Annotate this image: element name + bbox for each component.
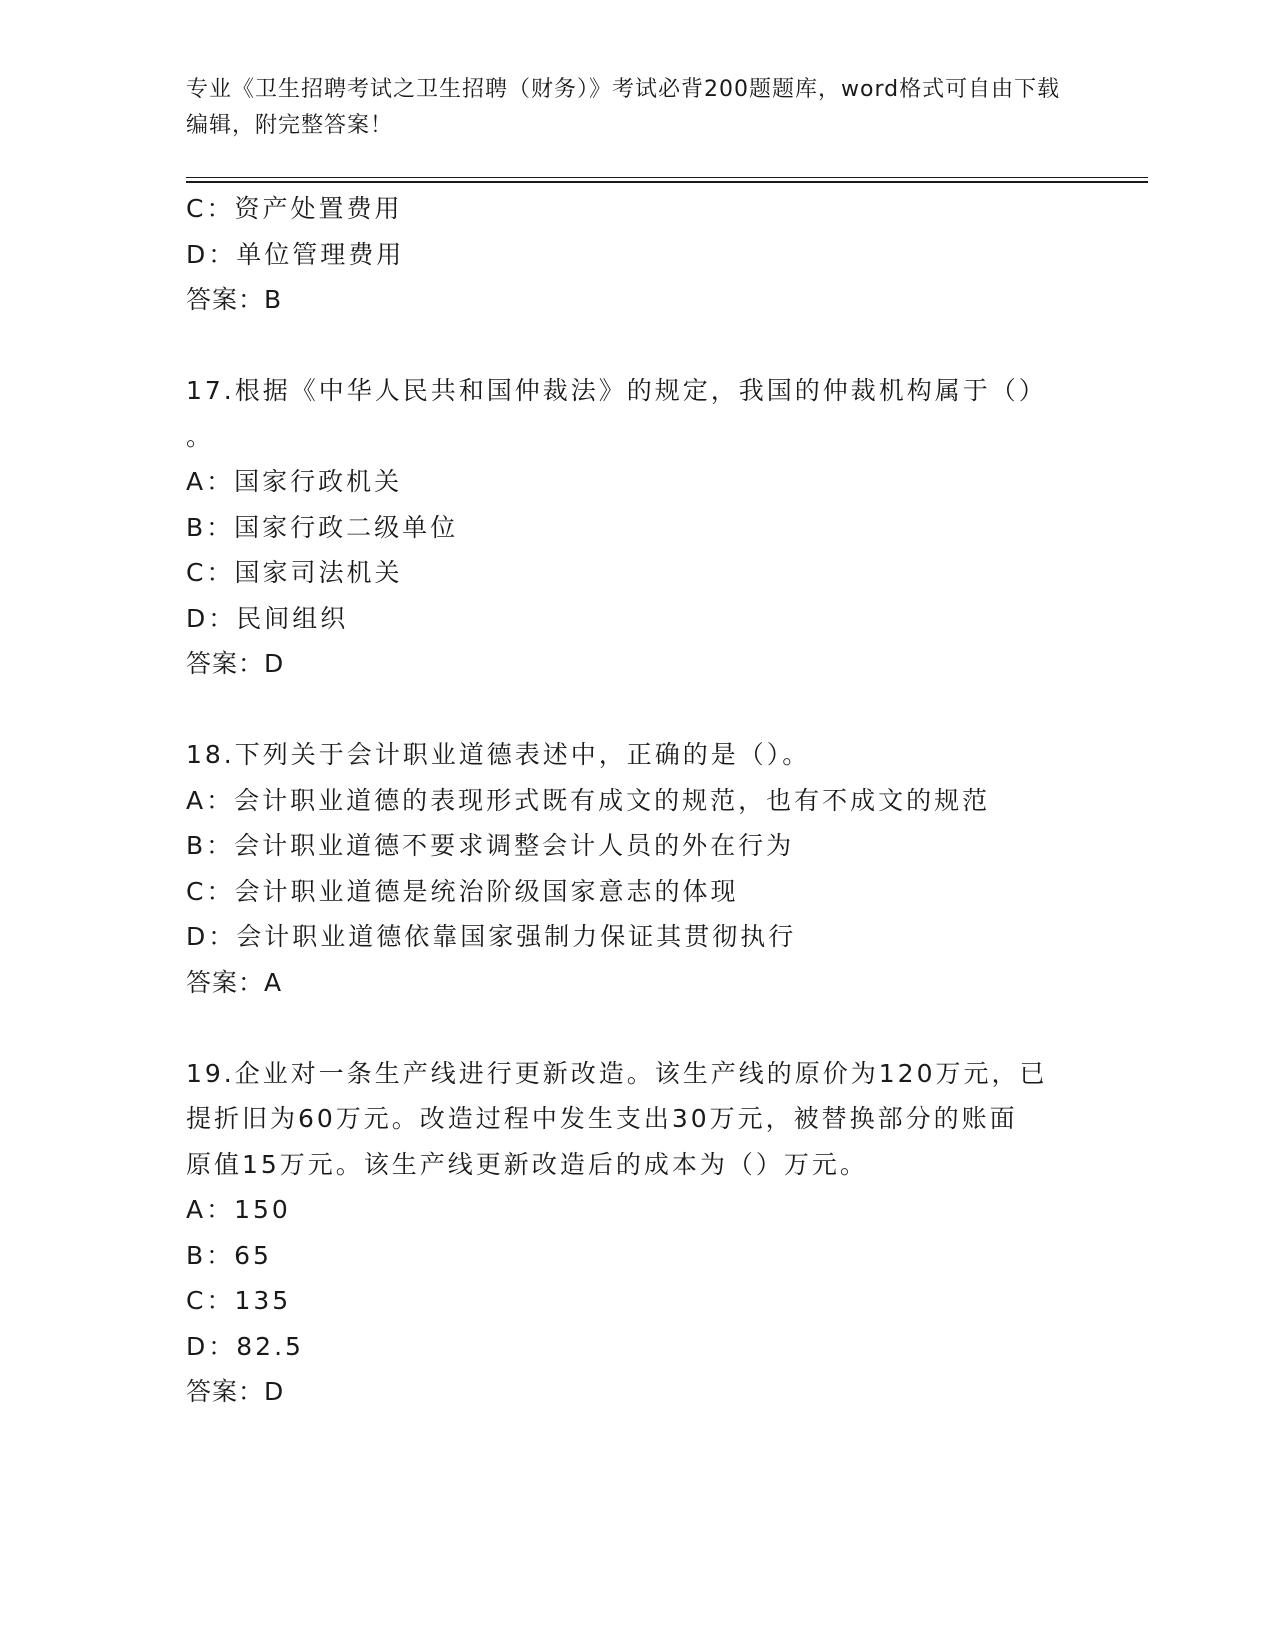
option-letter: C：	[186, 558, 235, 587]
option-letter: B：	[186, 831, 235, 860]
option-letter: C：	[186, 1286, 235, 1315]
option-d	[186, 914, 1086, 960]
option-text: 单位管理费用	[236, 239, 405, 269]
option-text: 资产处置费用	[234, 194, 403, 223]
option-b	[186, 505, 1086, 551]
question-17	[186, 368, 1086, 687]
option-c	[186, 1278, 1086, 1324]
option-letter: C：	[186, 194, 235, 223]
option-letter: A：	[186, 1195, 235, 1224]
answer-line: 答案：A	[186, 967, 283, 997]
option-letter: B：	[186, 512, 235, 542]
option-d	[186, 596, 1086, 642]
question-gap	[186, 1005, 1086, 1051]
option-text: 会计职业道德不要求调整会计人员的外在行为	[234, 831, 795, 860]
answer-line: 答案：D	[186, 1377, 285, 1406]
question-stem: 18.下列关于会计职业道德表述中，正确的是（）。	[186, 740, 811, 769]
option-a	[186, 459, 1086, 505]
question-gap	[186, 323, 1086, 369]
option-d	[186, 1324, 1086, 1370]
question-stem: 提折旧为60万元。改造过程中发生支出30万元，被替换部分的账面	[186, 1104, 1018, 1133]
question-content	[186, 186, 1086, 1415]
question-stem: 。	[186, 421, 215, 451]
option-letter: A：	[186, 785, 235, 815]
header-title: 专业《卫生招聘考试之卫生招聘（财务）》考试必背200题题库，word格式可自由下载编辑，附完整答案！	[186, 77, 1061, 138]
answer-line: 答案：D	[186, 649, 285, 678]
option-text: 150	[234, 1195, 291, 1224]
option-c	[186, 550, 1086, 596]
option-text: 会计职业道德的表现形式既有成文的规范，也有不成文的规范	[234, 785, 991, 815]
option-letter: D：	[186, 239, 237, 269]
option-a	[186, 1187, 1086, 1233]
option-letter: D：	[186, 603, 237, 633]
option-letter: D：	[186, 1331, 237, 1361]
option-text: 国家司法机关	[234, 558, 403, 587]
option-text: 国家行政二级单位	[234, 512, 459, 542]
option-letter: D：	[186, 922, 237, 951]
header-divider-thin	[186, 177, 1148, 178]
option-b	[186, 823, 1086, 869]
document-header	[186, 72, 1066, 144]
option-letter: B：	[186, 1240, 235, 1270]
option-b	[186, 1233, 1086, 1279]
option-text: 135	[234, 1286, 292, 1315]
option-text: 会计职业道德是统治阶级国家意志的体现	[234, 876, 739, 906]
option-c	[186, 869, 1086, 915]
option-c	[186, 186, 1086, 232]
option-text: 会计职业道德依靠国家强制力保证其贯彻执行	[236, 922, 797, 951]
question-stem: 19.企业对一条生产线进行更新改造。该生产线的原价为120万元，已	[186, 1058, 1048, 1088]
option-text: 国家行政机关	[234, 467, 403, 496]
answer-line: 答案：B	[186, 285, 283, 314]
option-letter: A：	[186, 467, 235, 496]
option-letter: C：	[186, 876, 235, 906]
option-a	[186, 778, 1086, 824]
option-text: 民间组织	[236, 603, 349, 633]
header-divider-thick	[186, 181, 1148, 183]
question-stem: 17.根据《中华人民共和国仲裁法》的规定，我国的仲裁机构属于（）	[186, 376, 1047, 405]
question-19	[186, 1051, 1086, 1415]
question-gap	[186, 687, 1086, 733]
question-18	[186, 732, 1086, 1005]
option-d	[186, 232, 1086, 278]
question-stem: 原值15万元。该生产线更新改造后的成本为（）万元。	[186, 1149, 868, 1179]
option-text: 65	[234, 1240, 272, 1270]
partial-question	[186, 186, 1086, 323]
option-text: 82.5	[236, 1331, 304, 1361]
